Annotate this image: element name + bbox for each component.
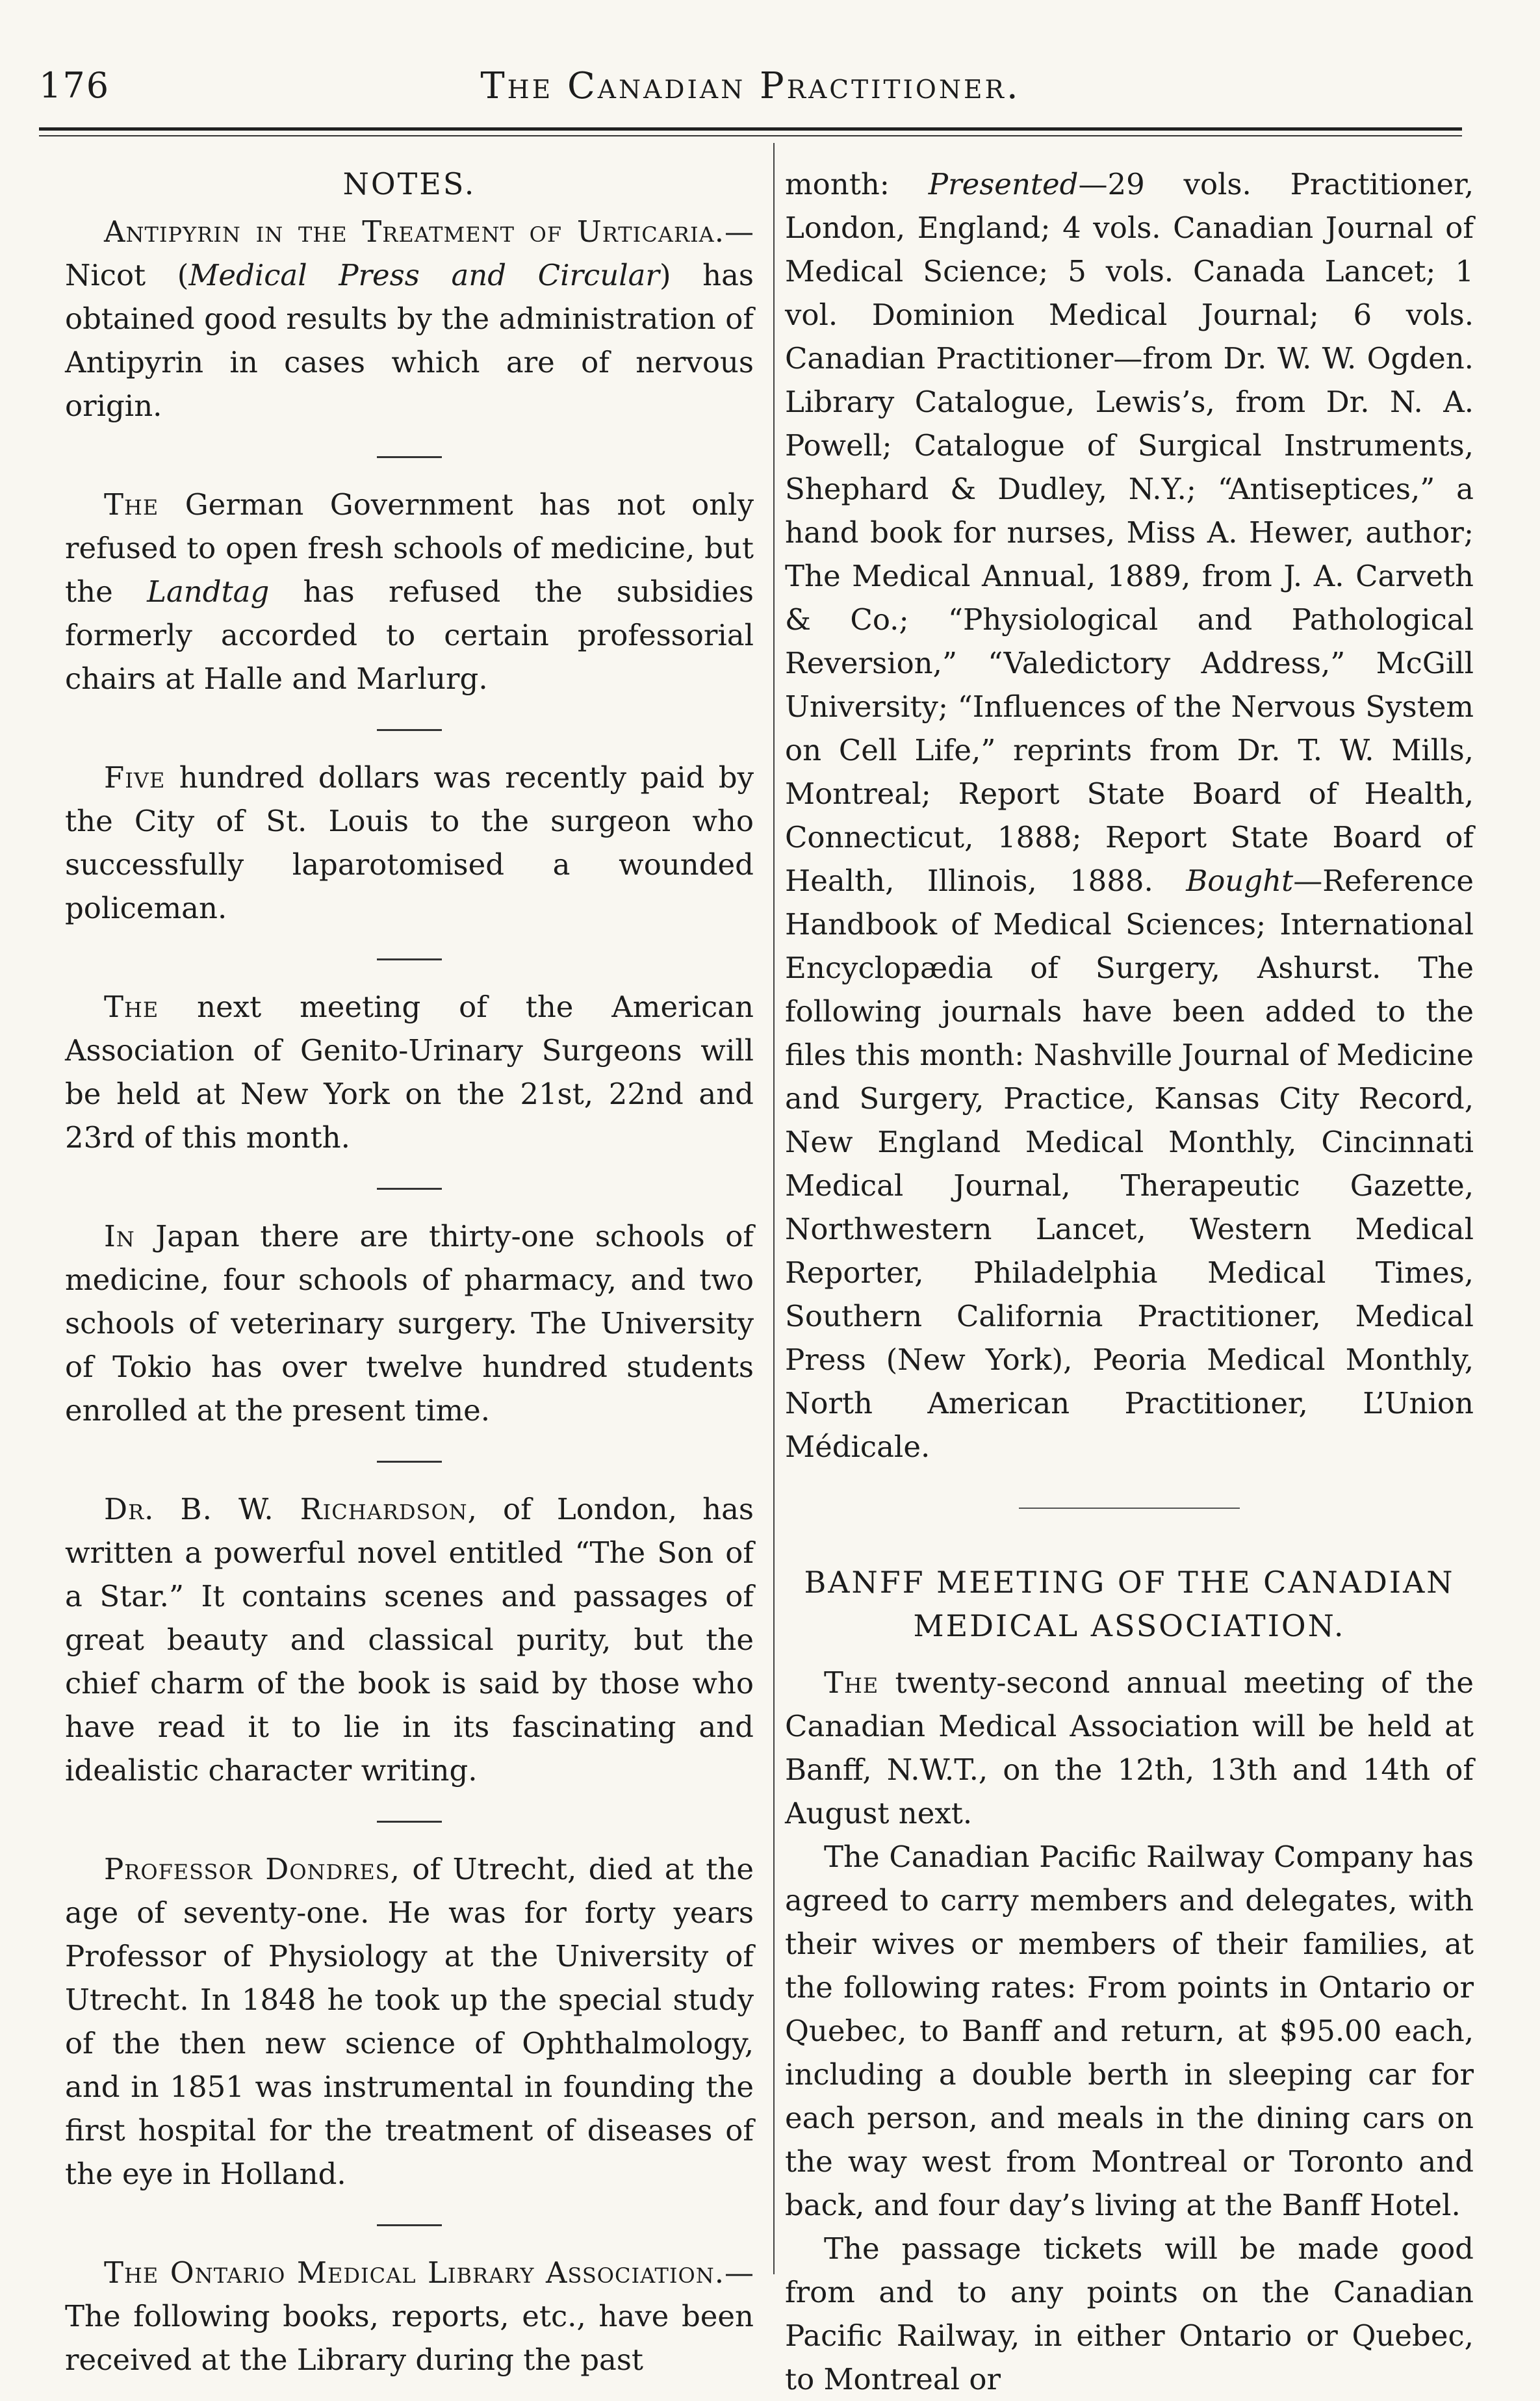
library-cont-text-b: —29 vols. Practitioner, London, England; 4 vols. Canadian Journal of Medical Science; 5 vols. Canada Lancet; 1 vol. Dominion Medical Journal; 6 vols. Canadian Practitioner—from Dr. W. W. Ogden. Library Catalogue, Lewis’s, from Dr. N. A. Powell; Catalogue of Surgical Instruments, Shephard & Dudley, N.Y.; “Antiseptices,” a hand book for nurses, Miss A. Hewer, author; The Medical Annual, 1889, from J. A. Carveth & Co.; “Physiological and Pathological Reversion,” “Valedictory Address,” McGill University; “Influences of the Nervous System on Cell Life,” reprints from Dr. T. W. Mills, Montreal; Report State Board of Health, Connecticut, 1888; Report State Board of Health, Illinois, 1888.: [785, 167, 1474, 898]
note-separator: [377, 456, 442, 458]
note-german-landtag: Landtag: [147, 574, 270, 609]
note-library-text: —The following books, reports, etc., have been received at the Library during the past: [65, 2255, 754, 2377]
note-german-text-a: German Government has not only refused to open fresh schools of medicine, but the: [65, 487, 754, 609]
note-separator: [377, 2224, 442, 2226]
banff-paragraph-1: [785, 1661, 1474, 1835]
note-dondres-lead: Professor Dondres,: [104, 1852, 400, 1886]
note-german-government: [65, 483, 754, 700]
note-genito-urinary-text: next meeting of the American Association of Genito-Urinary Surgeons will be held at New York on the 21st, 22nd and 23rd of this month.: [65, 990, 754, 1155]
note-library-association: [65, 2251, 754, 2382]
note-german-lead: The: [104, 487, 159, 522]
note-antipyrin-text-b: ) has obtained good results by the administration of Antipyrin in cases which are of nervous origin.: [65, 258, 754, 423]
notes-heading: NOTES.: [342, 166, 476, 201]
note-library-title: The Ontario Medical Library Association.: [104, 2255, 725, 2290]
library-continuation: [785, 162, 1474, 1469]
running-title: The Canadian Practitioner.: [480, 65, 1021, 107]
note-antipyrin-text-a: —Nicot (: [65, 214, 754, 292]
note-japan: [65, 1214, 754, 1432]
note-st-louis: [65, 756, 754, 930]
note-richardson-lead: Dr. B. W. Richardson,: [104, 1492, 478, 1526]
right-column: [785, 162, 1474, 2401]
column-divider: [773, 143, 775, 2274]
header-rule-thick: [39, 127, 1462, 131]
note-genito-urinary-lead: The: [104, 990, 159, 1024]
banff-paragraph-1-lead: The: [824, 1665, 879, 1700]
note-st-louis-lead: Five: [104, 760, 166, 795]
header-rule-thin: [39, 135, 1462, 136]
note-separator: [377, 729, 442, 731]
library-cont-text-a: month:: [785, 167, 929, 201]
note-richardson-text: of London, has written a powerful novel entitled “The Son of a Star.” It contains scenes and passages of great beauty and classical purity, but the chief charm of the book is said by those who have read it to lie in its fascinating and idealistic character writing.: [65, 1492, 754, 1788]
note-st-louis-text: hundred dollars was recently paid by the City of St. Louis to the surgeon who successfully laparotomised a wounded policeman.: [65, 760, 754, 925]
note-antipyrin-title: Antipyrin in the Treatment of Urticaria.: [104, 214, 725, 249]
note-german-text-b: has refused the subsidies formerly accorded to certain professorial chairs at Halle and Marlurg.: [65, 574, 754, 696]
page-header: [39, 45, 1462, 117]
section-separator: [1019, 1508, 1240, 1509]
note-dondres: [65, 1847, 754, 2196]
library-presented-label: Presented: [928, 167, 1079, 201]
note-antipyrin-journal: Medical Press and Circular: [188, 258, 660, 292]
left-column: [65, 162, 754, 2382]
note-genito-urinary: [65, 985, 754, 1159]
note-japan-lead: In: [104, 1219, 135, 1253]
note-separator: [377, 1461, 442, 1463]
note-separator: [377, 1188, 442, 1190]
library-cont-text-c: —Reference Handbook of Medical Sciences; International Encyclopædia of Surgery, Ashurst. The following journals have been added to the files this month: Nashville Journal of Medicine and Surgery, Practice, Kansas City Record, New England Medical Monthly, Cincinnati Medical Journal, Therapeutic Gazette, Northwestern Lancet, Western Medical Reporter, Philadelphia Medical Times, Southern California Practitioner, Medical Press (New York), Peoria Medical Monthly, North American Practitioner, L’Union Médicale.: [785, 864, 1474, 1464]
note-dondres-text: of Utrecht, died at the age of seventy-one. He was for forty years Professor of Physiology at the University of Utrecht. In 1848 he took up the special study of the then new science of Ophthalmology, and in 1851 was instrumental in founding the first hospital for the treatment of diseases of the eye in Holland.: [65, 1852, 754, 2191]
banff-paragraph-3: The passage tickets will be made good from and to any points on the Canadian Pacific Railway, in either Ontario or Quebec, to Montreal or: [785, 2231, 1474, 2396]
note-richardson: [65, 1487, 754, 1792]
note-antipyrin: [65, 210, 754, 428]
banff-paragraph-2: The Canadian Pacific Railway Company has agreed to carry members and delegates, with their wives or members of their families, at the following rates: From points in Ontario or Quebec, to Banff and return, at $95.00 each, including a double berth in sleeping car for each person, and meals in the dining cars on the way west from Montreal or Toronto and back, and four day’s living at the Banff Hotel.: [785, 1840, 1474, 2222]
banff-section-heading: BANFF MEETING OF THE CANADIAN MEDICAL ASSOCIATION.: [804, 1565, 1455, 1643]
banff-paragraph-1-text: twenty-second annual meeting of the Canadian Medical Association will be held at Banff, N.W.T., on the 12th, 13th and 14th of August next.: [785, 1665, 1474, 1830]
page-number: 176: [39, 65, 110, 106]
library-bought-label: Bought: [1186, 864, 1294, 898]
note-japan-text: Japan there are thirty-one schools of medicine, four schools of pharmacy, and two schools of veterinary surgery. The University of Tokio has over twelve hundred students enrolled at the present time.: [65, 1219, 754, 1428]
note-separator: [377, 1821, 442, 1823]
note-separator: [377, 958, 442, 960]
